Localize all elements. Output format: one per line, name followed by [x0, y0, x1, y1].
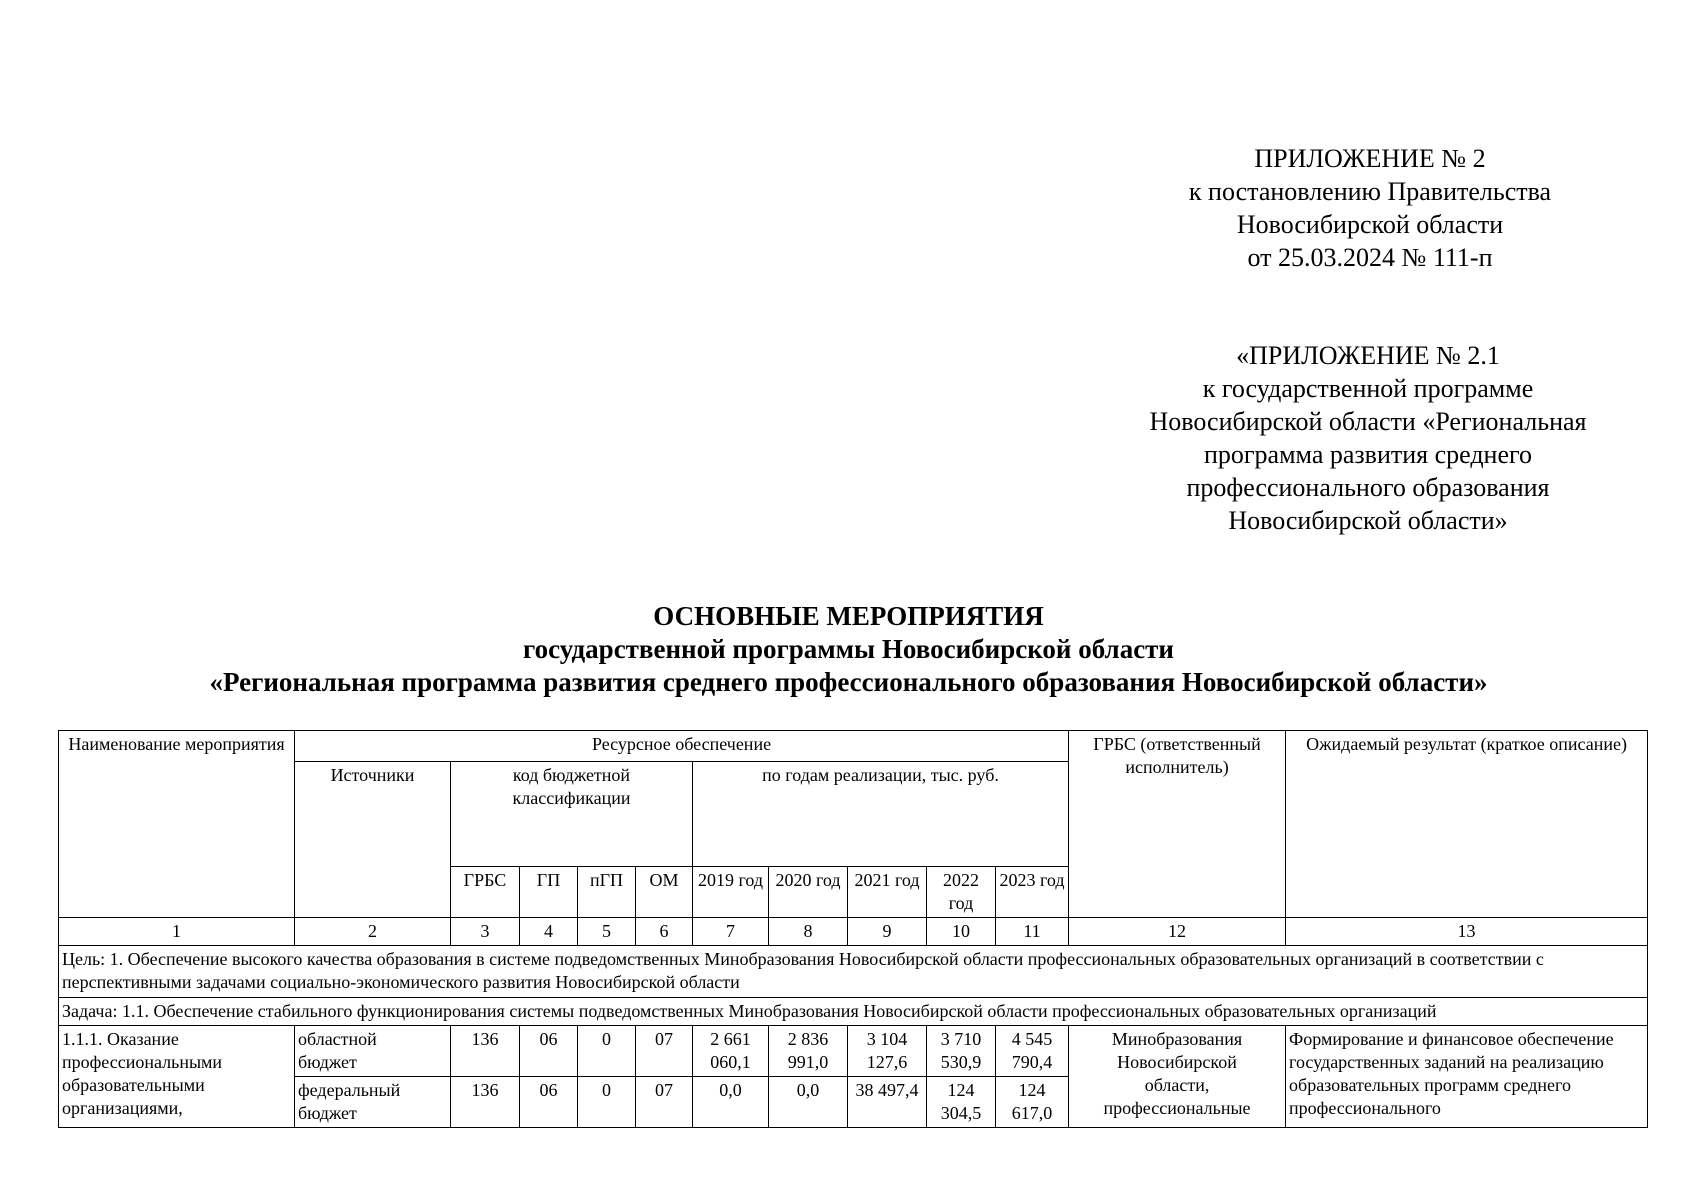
appendix-sub-block [1118, 339, 1618, 537]
om-cell: 07 [636, 1026, 693, 1077]
column-number: 12 [1069, 918, 1286, 946]
header-om: ОМ [636, 867, 693, 918]
pgp-cell: 0 [578, 1026, 636, 1077]
year-value-cell: 2 836 991,0 [769, 1026, 848, 1077]
column-number: 1 [59, 918, 295, 946]
gp-cell: 06 [520, 1026, 578, 1077]
header-by-years: по годам реализации, тыс. руб. [693, 762, 1069, 867]
column-number: 6 [636, 918, 693, 946]
appendix-main-block [1150, 142, 1590, 274]
appendix-main-line: ПРИЛОЖЕНИЕ № 2 [1254, 144, 1486, 173]
header-year: 2020 год [769, 867, 848, 918]
appendix-main-line: от 25.03.2024 № 111-п [1247, 243, 1493, 272]
year-value-cell: 0,0 [769, 1077, 848, 1128]
header-grbs-responsible: ГРБС (ответственный исполнитель) [1069, 731, 1286, 918]
header-resources: Ресурсное обеспечение [295, 731, 1069, 762]
appendix-sub-line: программа развития среднего [1203, 440, 1533, 469]
column-number: 9 [848, 918, 927, 946]
source-cell: областной бюджет [295, 1026, 451, 1077]
column-number-row [59, 918, 1648, 946]
year-value-cell: 124 304,5 [927, 1077, 996, 1128]
appendix-main-line: Новосибирской области [1236, 210, 1504, 239]
document-title [0, 600, 1697, 699]
column-number: 8 [769, 918, 848, 946]
activities-table [58, 730, 1648, 1128]
column-number: 5 [578, 918, 636, 946]
title-line-1: ОСНОВНЫЕ МЕРОПРИЯТИЯ [653, 601, 1044, 631]
header-year: 2019 год [693, 867, 769, 918]
header-year: 2023 год [996, 867, 1069, 918]
title-line-3: «Региональная программа развития среднего профессионального образования Новосибирской области» [209, 667, 1488, 697]
table-row [59, 1026, 1648, 1077]
year-value-cell: 124 617,0 [996, 1077, 1069, 1128]
year-value-cell: 3 710 530,9 [927, 1026, 996, 1077]
appendix-sub-line: Новосибирской области «Региональная [1149, 407, 1587, 436]
appendix-sub-line: «ПРИЛОЖЕНИЕ № 2.1 [1236, 341, 1500, 370]
pgp-cell: 0 [578, 1077, 636, 1128]
column-number: 10 [927, 918, 996, 946]
column-number: 4 [520, 918, 578, 946]
responsible-cell: Минобразования Новосибирской области, профессиональные [1069, 1026, 1286, 1128]
appendix-sub-line: Новосибирской области» [1228, 506, 1508, 535]
year-value-cell: 0,0 [693, 1077, 769, 1128]
gp-cell: 06 [520, 1077, 578, 1128]
grbs-cell: 136 [451, 1026, 520, 1077]
title-line-2: государственной программы Новосибирской области [523, 634, 1174, 664]
result-cell: Формирование и финансовое обеспечение государственных заданий на реализацию образовательных программ среднего профессионального [1286, 1026, 1648, 1128]
header-budget-code: код бюджетной классификации [451, 762, 693, 867]
year-value-cell: 3 104 127,6 [848, 1026, 927, 1077]
grbs-cell: 136 [451, 1077, 520, 1128]
year-value-cell: 2 661 060,1 [693, 1026, 769, 1077]
source-cell: федеральный бюджет [295, 1077, 451, 1128]
appendix-main-line: к постановлению Правительства [1188, 177, 1552, 206]
column-number: 11 [996, 918, 1069, 946]
header-pgp: пГП [578, 867, 636, 918]
column-number: 13 [1286, 918, 1648, 946]
task-row: Задача: 1.1. Обеспечение стабильного функционирования системы подведомственных Минобразования Новосибирской области профессиональных образовательных организаций [59, 998, 1648, 1026]
activity-name: 1.1.1. Оказание профессиональными образовательными организациями, [59, 1026, 295, 1128]
header-grbs: ГРБС [451, 867, 520, 918]
header-name: Наименование мероприятия [59, 731, 295, 918]
column-number: 3 [451, 918, 520, 946]
column-number: 7 [693, 918, 769, 946]
year-value-cell: 38 497,4 [848, 1077, 927, 1128]
header-gp: ГП [520, 867, 578, 918]
header-sources: Источники [295, 762, 451, 918]
column-number: 2 [295, 918, 451, 946]
header-year: 2021 год [848, 867, 927, 918]
appendix-sub-line: профессионального образования [1186, 473, 1550, 502]
header-year: 2022 год [927, 867, 996, 918]
om-cell: 07 [636, 1077, 693, 1128]
year-value-cell: 4 545 790,4 [996, 1026, 1069, 1077]
header-expected-result: Ожидаемый результат (краткое описание) [1286, 731, 1648, 918]
appendix-sub-line: к государственной программе [1202, 374, 1534, 403]
goal-row: Цель: 1. Обеспечение высокого качества образования в системе подведомственных Минобразования Новосибирской области профессиональных образовательных организаций в соответствии с перспективными задачами социально-экономического развития Новосибирской области [59, 946, 1648, 998]
